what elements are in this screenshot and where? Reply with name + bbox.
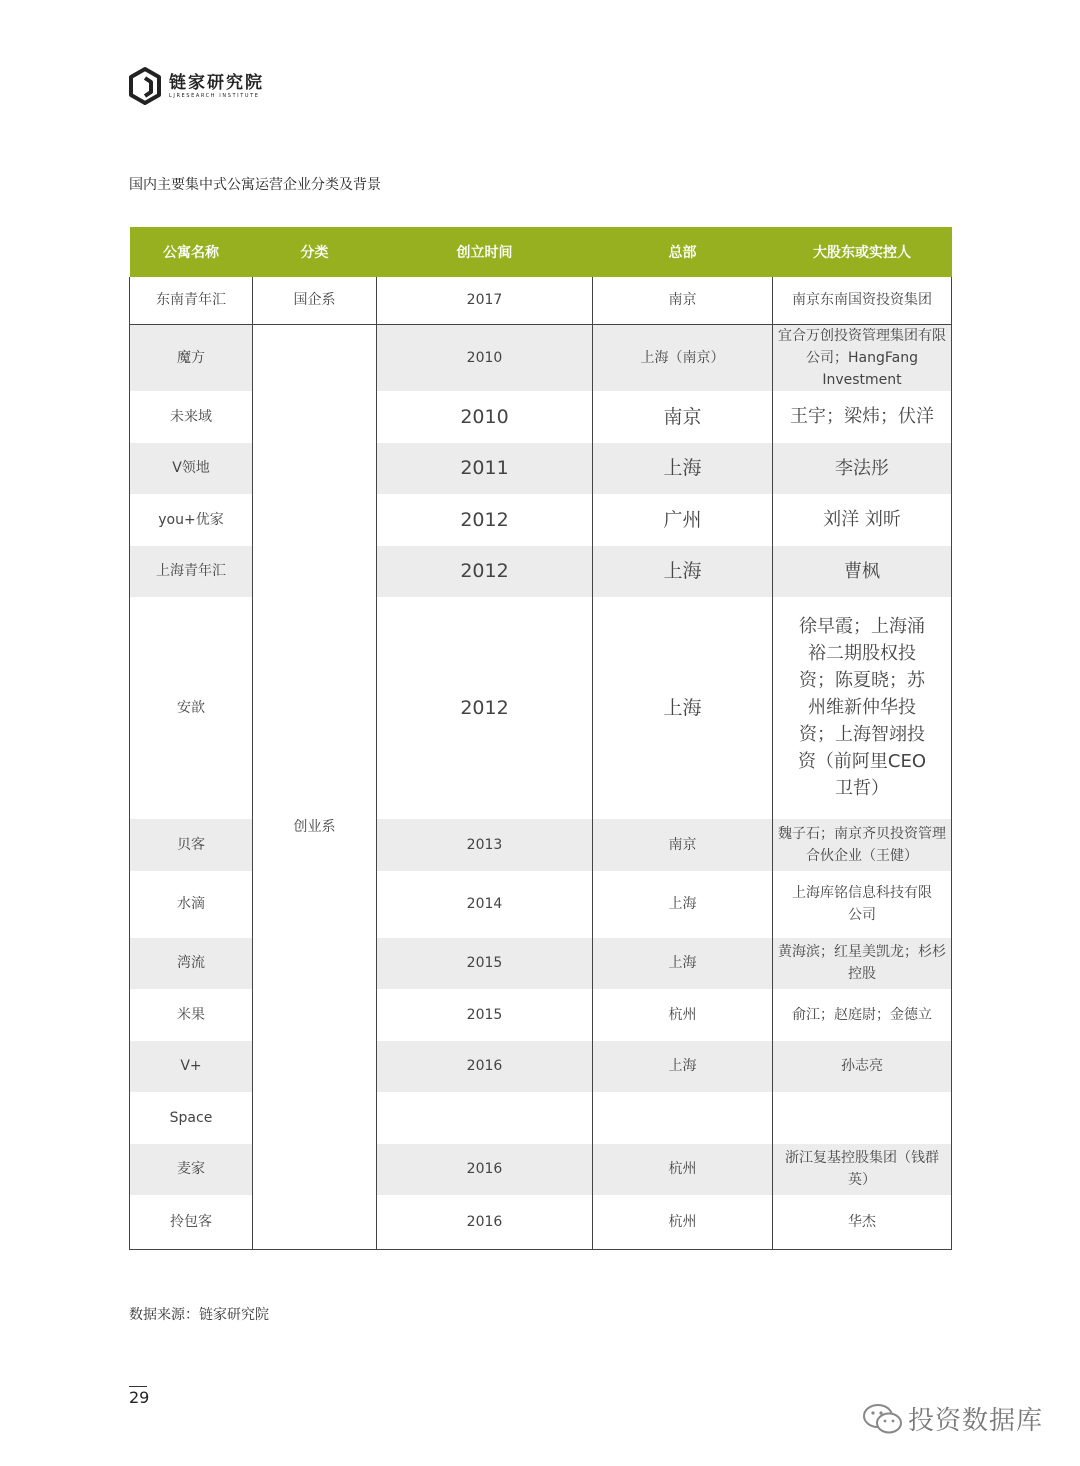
cell-name: V领地 xyxy=(130,443,253,494)
table-header-row xyxy=(130,227,952,277)
cell-owner xyxy=(773,1092,952,1144)
cell-owner: 南京东南国资投资集团 xyxy=(773,277,952,324)
cell-owner: 浙江复基控股集团（钱群英） xyxy=(773,1144,952,1195)
cell-hq: 南京 xyxy=(593,277,773,324)
cell-hq: 上海 xyxy=(593,546,773,597)
table-row xyxy=(130,324,952,391)
cell-year: 2015 xyxy=(377,989,593,1041)
cell-name: 上海青年汇 xyxy=(130,546,253,597)
cell-hq: 上海（南京） xyxy=(593,324,773,391)
cell-year: 2012 xyxy=(377,546,593,597)
cell-owner: 魏子石；南京齐贝投资管理合伙企业（王健） xyxy=(773,819,952,871)
cell-year: 2012 xyxy=(377,597,593,819)
cell-name: 未来域 xyxy=(130,391,253,443)
cell-hq: 南京 xyxy=(593,391,773,443)
cell-name: Space xyxy=(130,1092,253,1144)
cell-name: 麦家 xyxy=(130,1144,253,1195)
cell-name: 安歆 xyxy=(130,597,253,819)
cell-hq: 上海 xyxy=(593,1041,773,1092)
cell-hq xyxy=(593,1092,773,1144)
cell-year xyxy=(377,1092,593,1144)
cell-year: 2014 xyxy=(377,871,593,938)
cell-year: 2012 xyxy=(377,494,593,546)
table-caption: 国内主要集中式公寓运营企业分类及背景 xyxy=(129,177,381,193)
watermark-text: 投资数据库 xyxy=(908,1406,1044,1436)
cell-year: 2015 xyxy=(377,938,593,989)
cell-name: 魔方 xyxy=(130,324,253,391)
cell-name: 贝客 xyxy=(130,819,253,871)
cell-name: 湾流 xyxy=(130,938,253,989)
cell-name: 米果 xyxy=(130,989,253,1041)
cell-owner: 宜合万创投资管理集团有限公司；HangFang Investment xyxy=(773,324,952,391)
cell-year: 2011 xyxy=(377,443,593,494)
cell-owner: 刘洋 刘昕 xyxy=(773,494,952,546)
cell-name: 拎包客 xyxy=(130,1195,253,1250)
cell-owner: 华杰 xyxy=(773,1195,952,1250)
wechat-icon xyxy=(862,1402,904,1436)
page-number: 29 xyxy=(129,1388,150,1407)
cell-owner: 徐早霞；上海涌裕二期股权投资；陈夏晓；苏州维新仲华投资；上海智翊投资（前阿里CEO卫哲） xyxy=(773,597,952,819)
cell-hq: 杭州 xyxy=(593,1144,773,1195)
header-year: 创立时间 xyxy=(377,227,593,277)
header-name: 公寓名称 xyxy=(130,227,253,277)
page-number-rule xyxy=(129,1386,147,1387)
cell-owner: 俞江；赵庭尉；金德立 xyxy=(773,989,952,1041)
cell-owner: 孙志亮 xyxy=(773,1041,952,1092)
cell-year: 2017 xyxy=(377,277,593,324)
cell-name: V+ xyxy=(130,1041,253,1092)
cell-hq: 南京 xyxy=(593,819,773,871)
cell-year: 2016 xyxy=(377,1195,593,1250)
cell-name: 东南青年汇 xyxy=(130,277,253,324)
table-row xyxy=(130,277,952,324)
cell-owner: 李法彤 xyxy=(773,443,952,494)
cell-hq: 杭州 xyxy=(593,1195,773,1250)
cell-category: 国企系 xyxy=(253,277,377,324)
cell-hq: 杭州 xyxy=(593,989,773,1041)
cell-year: 2016 xyxy=(377,1041,593,1092)
wechat-watermark xyxy=(862,1400,1043,1437)
cell-hq: 上海 xyxy=(593,443,773,494)
header-owner: 大股东或实控人 xyxy=(773,227,952,277)
cell-name: 水滴 xyxy=(130,871,253,938)
brand-name-cn: 链家研究院 xyxy=(169,72,264,93)
cell-owner: 上海库铭信息科技有限公司 xyxy=(773,871,952,938)
cell-year: 2013 xyxy=(377,819,593,871)
brand-logo xyxy=(127,66,264,106)
apartment-companies-table xyxy=(129,227,952,1250)
cell-hq: 广州 xyxy=(593,494,773,546)
cell-hq: 上海 xyxy=(593,938,773,989)
data-source-note: 数据来源：链家研究院 xyxy=(129,1307,269,1323)
cell-hq: 上海 xyxy=(593,597,773,819)
cell-hq: 上海 xyxy=(593,871,773,938)
cell-owner: 王宇；梁炜；伏洋 xyxy=(773,391,952,443)
header-hq: 总部 xyxy=(593,227,773,277)
header-category: 分类 xyxy=(253,227,377,277)
lianjia-logo-icon xyxy=(127,66,163,106)
cell-owner: 黄海滨；红星美凯龙；杉杉控股 xyxy=(773,938,952,989)
cell-year: 2016 xyxy=(377,1144,593,1195)
cell-category: 创业系 xyxy=(253,324,377,1250)
cell-name: you+优家 xyxy=(130,494,253,546)
cell-year: 2010 xyxy=(377,391,593,443)
brand-name-en: LJRESEARCH INSTITUTE xyxy=(169,92,260,99)
cell-owner: 曹枫 xyxy=(773,546,952,597)
cell-year: 2010 xyxy=(377,324,593,391)
